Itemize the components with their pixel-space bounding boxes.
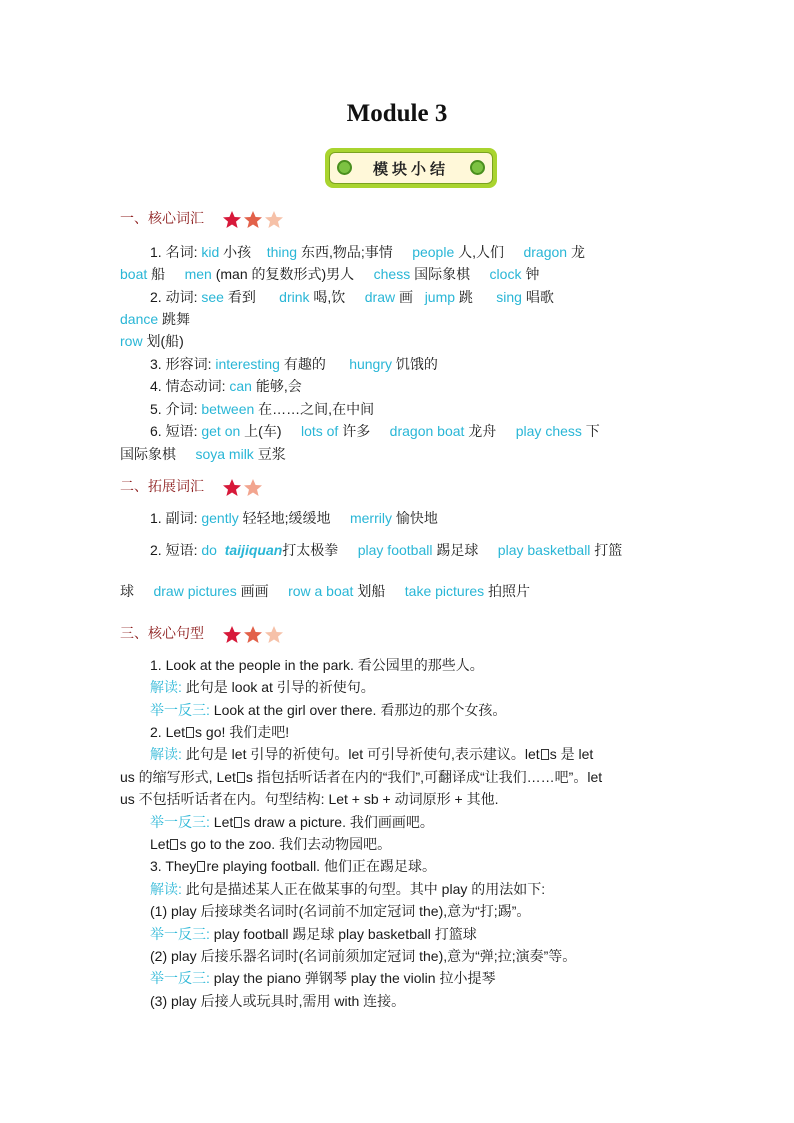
modal-verb-line: 4. 情态动词: can 能够,会 <box>150 378 302 394</box>
badge-label: 模块小结 <box>372 160 449 178</box>
example-3-2: 举一反三: play the piano 弹钢琴 play the violin 拉小提琴 <box>150 970 496 986</box>
rating-stars-icon <box>222 477 266 498</box>
extended-phrase-line-1: 2. 短语: do taijiquan打太极拳 play football 踢足球 play basketball 打篮 <box>150 542 623 558</box>
noun-list-line-2: boat 船 men (man 的复数形式)男人 chess 国际象棋 clock 钟 <box>120 266 540 282</box>
apostrophe-box-icon <box>170 839 178 850</box>
noun-list-line-1: 1. 名词: kid 小孩 thing 东西,物品;事情 people 人,人们 dragon 龙 <box>150 244 585 260</box>
verb-list-line-1: 2. 动词: see 看到 drink 喝,饮 draw 画 jump 跳 sing 唱歌 <box>150 289 554 305</box>
extended-phrase-line-2: 球 draw pictures 画画 row a boat 划船 take pictures 拍照片 <box>120 583 531 599</box>
example-2-line-1: 举一反三: Let s draw a picture. 我们画画吧。 <box>150 814 434 830</box>
usage-1: (1) play 后接球类名词时(名词前不加定冠词 the),意为“打;踢”。 <box>150 903 531 919</box>
phrase-line-1: 6. 短语: get on 上(车) lots of 许多 dragon boat 龙舟 play chess 下 <box>150 423 600 439</box>
module-summary-badge <box>325 148 497 188</box>
sentence-2: 2. Let s go! 我们走吧! <box>150 724 290 740</box>
rating-stars-icon <box>222 624 286 645</box>
rating-stars-icon <box>222 209 286 230</box>
apostrophe-box-icon <box>186 727 194 738</box>
apostrophe-box-icon <box>237 772 245 783</box>
usage-3: (3) play 后接人或玩具时,需用 with 连接。 <box>150 993 406 1009</box>
section-heading-core-vocabulary: 一、核心词汇 <box>120 208 286 230</box>
sentence-3: 3. They re playing football. 他们正在踢足球。 <box>150 858 436 874</box>
page-title: Module 3 <box>346 100 448 127</box>
explanation-1: 解读: 此句是 look at 引导的祈使句。 <box>150 679 375 695</box>
preposition-line: 5. 介词: between 在……之间,在中间 <box>150 401 375 417</box>
adverb-line: 1. 副词: gently 轻轻地;缓缓地 merrily 愉快地 <box>150 510 438 526</box>
section-heading-extended-vocabulary: 二、拓展词汇 <box>120 476 266 498</box>
phrase-line-2: 国际象棋 soya milk 豆浆 <box>120 446 286 462</box>
explanation-2-line-2: us 的缩写形式, Let s 指包括听话者在内的“我们”,可翻译成“让我们……吧”。let <box>120 769 603 785</box>
apostrophe-box-icon <box>197 861 205 872</box>
explanation-2-line-1: 解读: 此句是 let 引导的祈使句。let 可引导祈使句,表示建议。let s 是 let <box>150 746 594 762</box>
usage-2: (2) play 后接乐器名词时(名词前须加定冠词 the),意为“弹;拉;演奏”等。 <box>150 948 577 964</box>
explanation-3: 解读: 此句是描述某人正在做某事的句型。其中 play 的用法如下: <box>150 881 546 897</box>
example-1: 举一反三: Look at the girl over there. 看那边的那个女孩。 <box>150 702 507 718</box>
verb-list-line-3: row 划(船) <box>120 333 184 349</box>
adjective-line: 3. 形容词: interesting 有趣的 hungry 饥饿的 <box>150 356 438 372</box>
section-heading-core-sentences: 三、核心句型 <box>120 623 286 645</box>
verb-list-line-2: dance 跳舞 <box>120 311 191 327</box>
example-3-1: 举一反三: play football 踢足球 play basketball 打篮球 <box>150 926 477 942</box>
apostrophe-box-icon <box>541 749 549 760</box>
explanation-2-line-3: us 不包括听话者在内。句型结构: Let + sb + 动词原形 + 其他. <box>120 791 499 807</box>
sentence-1: 1. Look at the people in the park. 看公园里的那些人。 <box>150 657 484 673</box>
apostrophe-box-icon <box>234 817 242 828</box>
example-2-line-2: Let s go to the zoo. 我们去动物园吧。 <box>150 836 392 852</box>
